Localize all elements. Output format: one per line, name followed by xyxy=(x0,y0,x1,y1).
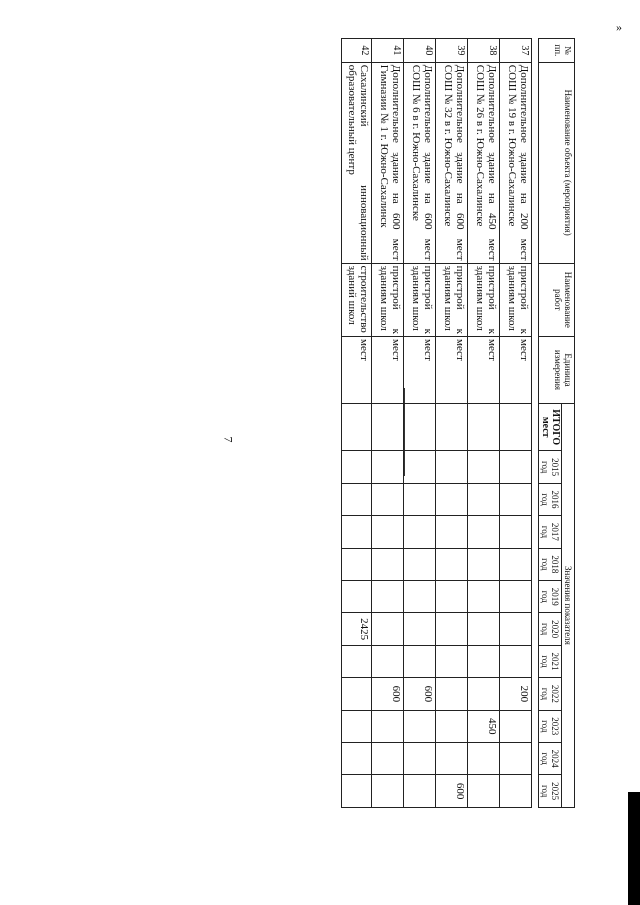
row-object-name: Дополнительное здание на 200 мест СОШ № 19 в г. Южно-Сахалинске xyxy=(500,62,532,263)
row-year-value xyxy=(372,775,404,808)
header-year: 2022 год xyxy=(539,678,562,710)
header-object: Наименование объекта (мероприятия) xyxy=(539,62,575,263)
header-year: 2019 год xyxy=(539,581,562,613)
row-year-value xyxy=(436,483,468,515)
row-total xyxy=(372,403,404,451)
row-year-value xyxy=(500,710,532,742)
indicators-table xyxy=(341,38,575,808)
page-number: 7 xyxy=(221,436,236,443)
row-year-value xyxy=(436,710,468,742)
header-no: № пп. xyxy=(539,39,575,63)
rotated-table-container xyxy=(35,38,575,808)
row-year-value xyxy=(404,581,436,613)
row-year-value xyxy=(468,742,500,774)
header-works: Наименование работ xyxy=(539,263,575,336)
row-year-value xyxy=(342,516,372,548)
row-year-value xyxy=(404,613,436,645)
row-works: строительство зданий школ xyxy=(342,263,372,336)
row-year-value xyxy=(342,645,372,677)
row-year-value xyxy=(404,548,436,580)
header-year: 2018 год xyxy=(539,548,562,580)
row-object-name: Дополнительное здание на 600 мест СОШ № 32 в г. Южно-Сахалинске xyxy=(436,62,468,263)
row-total xyxy=(436,403,468,451)
table-body xyxy=(342,39,532,808)
header-unit: Единица измерения xyxy=(539,337,575,404)
row-total xyxy=(404,403,436,451)
header-gap xyxy=(532,39,539,808)
row-year-value xyxy=(372,451,404,483)
row-year-value: 450 xyxy=(468,710,500,742)
header-values-title: Значения показателя xyxy=(562,403,575,807)
row-year-value xyxy=(342,742,372,774)
row-year-value xyxy=(372,548,404,580)
row-year-value xyxy=(436,645,468,677)
row-year-value xyxy=(436,581,468,613)
row-year-value xyxy=(342,581,372,613)
row-year-value: 600 xyxy=(436,775,468,808)
row-number: 39 xyxy=(436,39,468,63)
table-row xyxy=(436,39,468,808)
table-row xyxy=(342,39,372,808)
row-object-name: Дополнительное здание на 450 мест СОШ № 26 в г. Южно-Сахалинске xyxy=(468,62,500,263)
row-year-value xyxy=(468,581,500,613)
row-number: 40 xyxy=(404,39,436,63)
row-year-value xyxy=(404,710,436,742)
row-unit: мест xyxy=(436,337,468,404)
row-year-value xyxy=(468,451,500,483)
row-year-value: 600 xyxy=(372,678,404,710)
row-year-value xyxy=(342,548,372,580)
row-year-value xyxy=(500,645,532,677)
row-year-value xyxy=(500,516,532,548)
header-year: 2021 год xyxy=(539,645,562,677)
row-year-value: 600 xyxy=(404,678,436,710)
row-year-value xyxy=(436,742,468,774)
row-unit: мест xyxy=(500,337,532,404)
row-year-value xyxy=(500,613,532,645)
row-year-value xyxy=(372,710,404,742)
row-year-value xyxy=(372,742,404,774)
row-year-value xyxy=(500,483,532,515)
row-year-value xyxy=(372,483,404,515)
row-year-value xyxy=(468,613,500,645)
table-row xyxy=(372,39,404,808)
row-year-value xyxy=(372,581,404,613)
row-year-value xyxy=(500,451,532,483)
table-header xyxy=(532,39,575,808)
row-year-value xyxy=(468,678,500,710)
row-year-value xyxy=(468,516,500,548)
row-year-value xyxy=(404,516,436,548)
row-year-value xyxy=(436,613,468,645)
row-number: 38 xyxy=(468,39,500,63)
closing-quote-mark: » xyxy=(616,20,622,34)
header-year: 2016 год xyxy=(539,483,562,515)
row-works: пристрой к зданиям школ xyxy=(500,263,532,336)
row-year-value xyxy=(468,775,500,808)
row-year-value xyxy=(404,775,436,808)
header-year: 2024 год xyxy=(539,742,562,774)
row-year-value xyxy=(342,483,372,515)
scan-edge-black-bar xyxy=(628,792,640,905)
row-year-value xyxy=(342,710,372,742)
row-year-value xyxy=(404,645,436,677)
row-object-name: Дополнительное здание на 600 мест Гимназии № 1 г. Южно-Сахалинск xyxy=(372,62,404,263)
row-year-value xyxy=(436,678,468,710)
row-year-value xyxy=(372,613,404,645)
row-year-value xyxy=(436,516,468,548)
row-total xyxy=(500,403,532,451)
header-year: 2025 год xyxy=(539,775,562,808)
row-year-value xyxy=(468,645,500,677)
row-total xyxy=(342,403,372,451)
row-number: 42 xyxy=(342,39,372,63)
row-year-value xyxy=(372,516,404,548)
row-works: пристрой к зданиям школ xyxy=(436,263,468,336)
header-year: 2023 год xyxy=(539,710,562,742)
row-year-value: 2425 xyxy=(342,613,372,645)
row-year-value xyxy=(404,483,436,515)
row-year-value xyxy=(342,451,372,483)
row-year-value: 200 xyxy=(500,678,532,710)
row-works: пристрой к зданиям школ xyxy=(468,263,500,336)
row-object-name: Дополнительное здание на 600 мест СОШ № 6 в г. Южно-Сахалинске xyxy=(404,62,436,263)
row-year-value xyxy=(500,548,532,580)
row-unit: мест xyxy=(372,337,404,404)
table-row xyxy=(500,39,532,808)
row-year-value xyxy=(500,742,532,774)
row-unit: мест xyxy=(342,337,372,404)
row-year-value xyxy=(342,678,372,710)
table-row xyxy=(468,39,500,808)
row-year-value xyxy=(404,742,436,774)
row-works: пристрой к зданиям школ xyxy=(404,263,436,336)
row-year-value xyxy=(468,548,500,580)
row-year-value xyxy=(436,548,468,580)
row-year-value xyxy=(468,483,500,515)
row-works: пристрой к зданиям школ xyxy=(372,263,404,336)
table-row xyxy=(404,39,436,808)
row-year-value xyxy=(500,581,532,613)
row-number: 41 xyxy=(372,39,404,63)
row-year-value xyxy=(404,451,436,483)
row-year-value xyxy=(342,775,372,808)
row-total xyxy=(468,403,500,451)
row-year-value xyxy=(372,645,404,677)
row-number: 37 xyxy=(500,39,532,63)
row-object-name: Сахалинский инновационный образовательный центр xyxy=(342,62,372,263)
row-year-value xyxy=(436,451,468,483)
header-year: 2015 год xyxy=(539,451,562,483)
header-year: 2020 год xyxy=(539,613,562,645)
header-total: ИТОГО мест xyxy=(539,403,562,451)
row-year-value xyxy=(500,775,532,808)
row-unit: мест xyxy=(468,337,500,404)
header-year: 2017 год xyxy=(539,516,562,548)
row-unit: мест xyxy=(404,337,436,404)
